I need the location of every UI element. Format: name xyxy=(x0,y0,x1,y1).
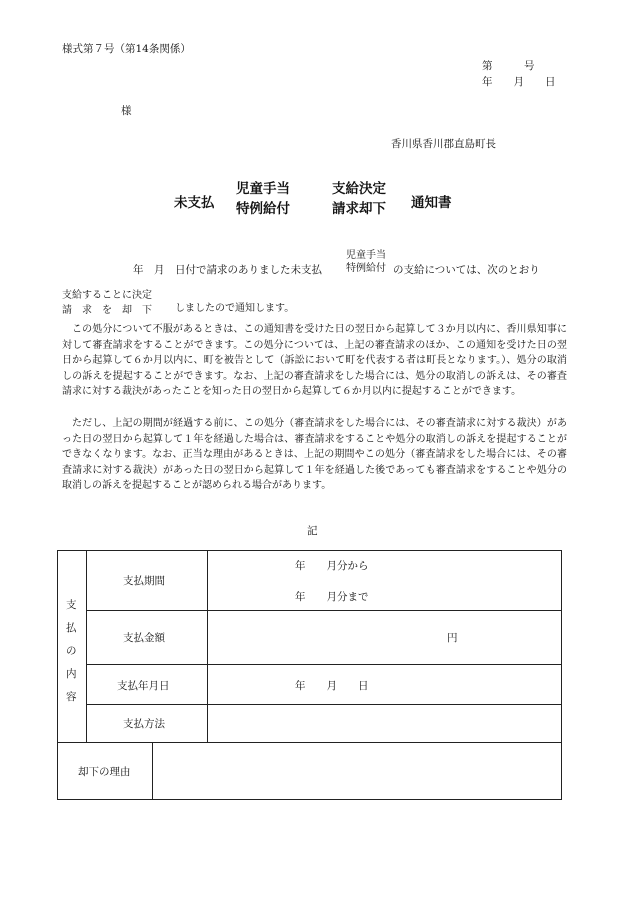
intro-benefit-options xyxy=(346,250,386,275)
ki-label: 記 xyxy=(307,525,318,537)
table-divider xyxy=(86,704,561,705)
side-label-char: 内 xyxy=(66,668,77,680)
table-divider xyxy=(207,551,208,742)
intro-option: 児童手当 xyxy=(346,250,386,261)
side-label-char: 払 xyxy=(66,622,77,634)
table-divider xyxy=(86,610,561,611)
appeal-paragraph-1: この処分について不服があるときは、この通知書を受けた日の翌日から起算して３か月以内に、香川県知事に対して審査請求をすることができます。この処分については、上記の審査請求のほか、この通知を受けた日の翌日から起算して６か月以内に、町を被告として（訴訟において町を代表する者は町長となります。）、処分の取消しの訴えを提起することができます。なお、上記の審査請求をした場合には、処分の取消しの訴えは、その審査請求に対する裁決があったことを知った日の翌日から起算して６か月以内に提起することができます。 xyxy=(62,324,567,398)
table-divider xyxy=(58,742,561,743)
payment-amount-unit: 円 xyxy=(447,632,458,644)
intro-after: の支給については、次のとおり xyxy=(393,264,540,276)
title-suffix: 通知書 xyxy=(411,195,452,211)
intro-decision-options xyxy=(62,289,152,318)
document-date: 年 月 日 xyxy=(482,76,556,88)
appeal-paragraph-2: ただし、上記の期間が経過する前に、この処分（審査請求をした場合には、その審査請求に対する裁決）があった日の翌日から起算して１年を経過した場合は、審査請求をすることや処分の取消しの訴えを提起することができなくなります。なお、正当な理由があるときは、上記の期間やこの処分（審査請求をした場合には、その審査請求に対する裁決）があった日の翌日から起算して１年を経過した後であっても審査請求をすることや処分の取消しの訴えを提起することが認められる場合があります。 xyxy=(62,418,567,492)
table-divider xyxy=(86,664,561,665)
document-number: 第 号 xyxy=(482,60,535,72)
payment-details-table xyxy=(57,550,562,800)
payment-period-to: 年 月分まで xyxy=(295,591,369,603)
table-divider xyxy=(86,551,87,742)
payment-date-label: 支払年月日 xyxy=(117,680,170,692)
payment-period-label: 支払期間 xyxy=(123,575,165,587)
payment-contents-side-label xyxy=(66,594,77,709)
title-option: 請求却下 xyxy=(332,200,386,217)
payment-date-value: 年 月 日 xyxy=(295,680,369,692)
intro-closing: しましたので通知します。 xyxy=(175,303,295,314)
title-option: 児童手当 xyxy=(236,181,290,197)
rejection-reason-label: 却下の理由 xyxy=(78,766,131,778)
intro-option: 特例給付 xyxy=(346,262,386,274)
side-label-char: の xyxy=(66,645,77,657)
payment-period-from: 年 月分から xyxy=(295,560,369,572)
title-option: 支給決定 xyxy=(332,181,386,197)
decision-option: 支給することに決定 xyxy=(62,290,152,301)
decision-option: 請 求 を 却 下 xyxy=(62,304,152,316)
intro-date-part: 年 月 日付で請求のありました未支払 xyxy=(133,264,322,276)
title-options-a xyxy=(236,180,290,219)
payment-amount-label: 支払金額 xyxy=(123,632,165,644)
title-prefix: 未支払 xyxy=(174,195,215,211)
table-divider xyxy=(152,742,153,799)
title-options-b xyxy=(332,180,386,219)
side-label-char: 容 xyxy=(66,691,77,703)
side-label-char: 支 xyxy=(66,599,77,611)
title-option: 特例給付 xyxy=(236,200,290,217)
addressee: 様 xyxy=(121,105,132,117)
payment-method-label: 支払方法 xyxy=(123,718,165,730)
sender: 香川県香川郡直島町長 xyxy=(391,138,496,150)
form-label: 様式第７号（第14条関係） xyxy=(62,43,191,55)
